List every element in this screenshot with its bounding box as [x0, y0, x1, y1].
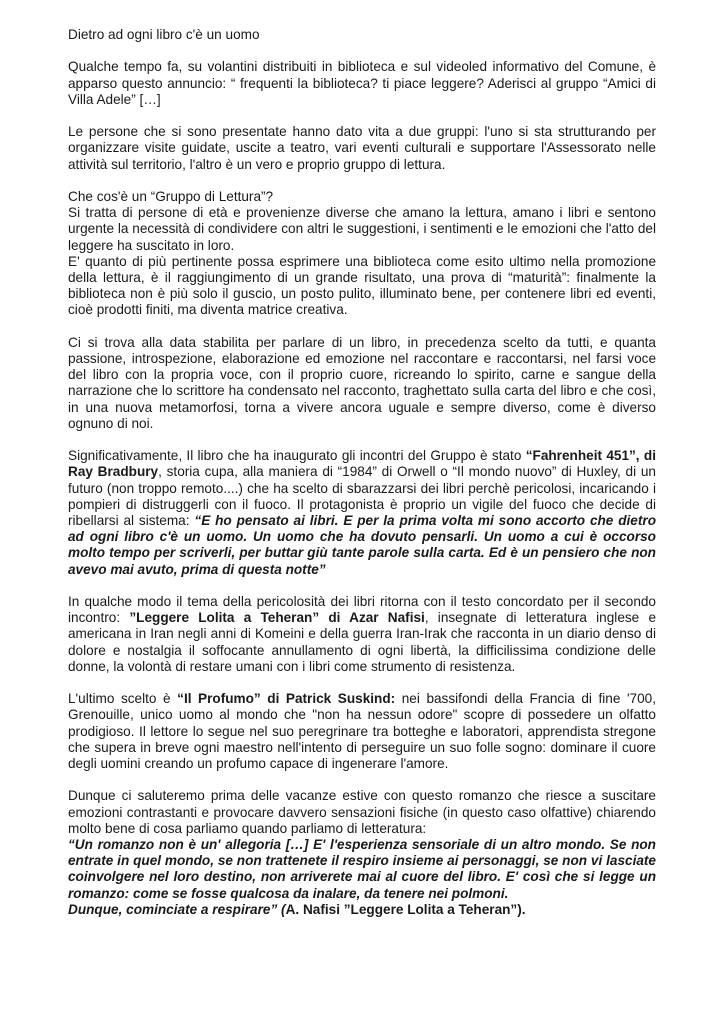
reading-group-library-role: E' quanto di più pertinente possa esprimere una biblioteca come esito ultimo nella promozione della lettura, è il raggiungimento di un grande risultato, una prova di “maturità”: finalmente la biblioteca non è più solo il guscio, un posto pulito, illuminato bene, per contenere libri ed eventi, cioè prodotti finiti, ma diventa matrice creativa.: [68, 253, 656, 318]
paragraph-fahrenheit: [68, 448, 656, 578]
paragraph-groups: Le persone che si sono presentate hanno dato vita a due gruppi: l'uno si sta strutturando per organizzare visite guidate, uscite a teatro, vari eventi culturali e supportare l'Assessorato nelle attività sul territorio, l'altro è un vero e proprio gruppo di lettura.: [68, 124, 656, 172]
paragraph-profumo: [68, 691, 656, 772]
document-title: Dietro ad ogni libro c'è un uomo: [68, 27, 260, 42]
fahrenheit-quote: “E ho pensato ai libri. E per la prima volta mi sono accorto che dietro ad ogni libro c'è un uomo. Un uomo che ha dovuto pensarli. Un uomo a cui è occorso molto tempo per scriverli, per buttar giù tante parole sulla carta. Ed è un pensiero che non avevo mai avuto, prima di questa notte”: [68, 513, 656, 577]
conclusion-quote: “Un romanzo non è un' allegoria […] E' l'esperienza sensoriale di un altro mondo. Se non entrate in quel mondo, se non trattenete il respiro insieme ai personaggi, se non vi lasciate coinvolgere nel loro destino, non arriverete mai al cuore del libro. E' così che si legge un romanzo: come se fosse qualcosa da inalare, da tenere nei polmoni.: [68, 837, 656, 901]
reading-group-definition: Si tratta di persone di età e provenienze diverse che amano la lettura, amano i libri e sentono urgente la necessità di condividere con altri le suggestioni, i sentimenti e le emozioni che l'atto del leggere ha suscitato in loro.: [68, 205, 656, 253]
conclusion-text: Dunque ci saluteremo prima delle vacanze estive con questo romanzo che riesce a suscitare emozioni contrastanti e provocare davvero sensazioni fisiche (in questo caso olfattive) chiarendo molto bene di cosa parliamo quando parliamo di letteratura:: [68, 788, 656, 836]
lolita-description-text: , insegnate di letteratura inglese e americana in Iran negli anni di Komeini e della guerra Iran-Irak che racconta in un diario denso di dolore e nostalgia il soffocante annullamento di ogni libertà, la difficilissima condizione delle donne, la volontà di restare umani con i libri come strumento di resistenza.: [68, 610, 656, 674]
conclusion-quote-source: A. Nafisi ”Leggere Lolita a Teheran”).: [285, 901, 526, 917]
fahrenheit-intro-text: Significativamente, Il libro che ha inaugurato gli incontri del Gruppo è stato: [68, 448, 526, 464]
profumo-book-title: “Il Profumo” di Patrick Suskind:: [177, 691, 396, 707]
paragraph-reading-group: [68, 189, 656, 319]
document-page: [68, 27, 656, 934]
paragraph-meetings: Ci si trova alla data stabilita per parlare di un libro, in precedenza scelto da tutti, e quanta passione, introspezione, elaborazione ed emozione nel raccontare e raccontarsi, nel farsi voce del libro con la propria voce, con il proprio cuore, ricreando lo spirito, carne e sangue della narrazione che lo scrittore ha condensato nel racconto, traghettato sulla carta del libro e che così, in una nuova metamorfosi, torna a vivere ancora uguale e sempre diverso, come è diverso ognuno di noi.: [68, 334, 656, 431]
lolita-book-title: ”Leggere Lolita a Teheran” di Azar Nafisi: [129, 610, 425, 626]
paragraph-intro: Qualche tempo fa, su volantini distribuiti in biblioteca e sul videoled informativo del Comune, è apparso questo annuncio: “ frequenti la biblioteca? ti piace leggere? Aderisci al gruppo “Amici di Villa Adele” […]: [68, 59, 656, 107]
profumo-description-text: nei bassifondi della Francia di fine '700, Grenouille, unico uomo al mondo che "non ha nessun odore" scopre di possedere un olfatto prodigioso. Il lettore lo segue nel suo peregrinare tra botteghe e laboratori, apprendista stregone che supera in breve ogni maestro nell'intento di perseguire un suo folle sogno: dominare il cuore degli uomini creando un profumo capace di ingenerare l'amore.: [68, 691, 656, 772]
lolita-intro-text: In qualche modo il tema della pericolosità dei libri ritorna con il testo concordato per il secondo incontro:: [68, 594, 656, 626]
reading-group-heading: Che cos'è un “Gruppo di Lettura”?: [68, 188, 274, 204]
fahrenheit-book-title: “Fahrenheit 451”, di Ray Bradbury: [68, 448, 656, 480]
paragraph-lolita: [68, 594, 656, 675]
profumo-intro-text: L'ultimo scelto è: [68, 691, 178, 707]
fahrenheit-description-text: , storia cupa, alla maniera di “1984” di Orwell o “Il mondo nuovo” di Huxley, di un futuro (non troppo remoto....) che ha scelto di sbarazzarsi dei libri perchè pericolosi, incaricando i pompieri di distruggerli con il fuoco. Il protagonista è proprio un vigile del fuoco che decide di ribellarsi al sistema:: [68, 464, 656, 529]
paragraph-conclusion: [68, 788, 656, 918]
conclusion-final-quote: Dunque, cominciate a respirare” (: [68, 901, 286, 917]
